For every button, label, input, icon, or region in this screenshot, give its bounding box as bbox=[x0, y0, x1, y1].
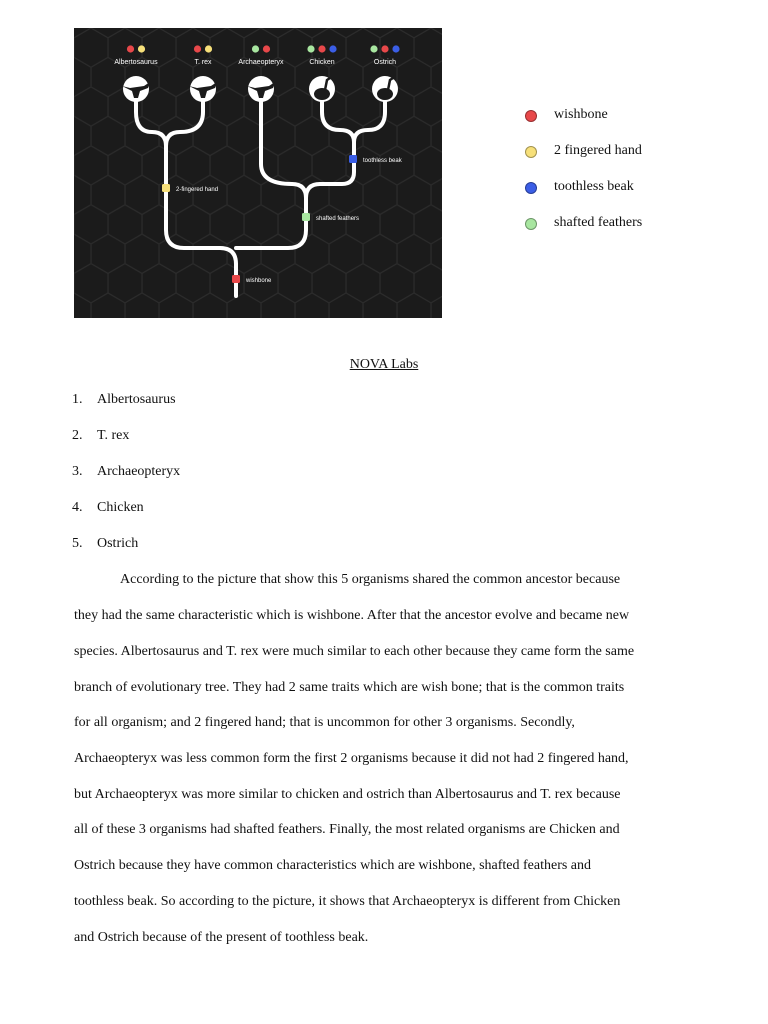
legend-dot-icon bbox=[525, 146, 537, 158]
branch-label: 2-fingered hand bbox=[176, 187, 219, 193]
organism-label: Albertosaurus bbox=[114, 59, 158, 66]
trait-dot bbox=[138, 45, 145, 52]
list-text: T. rex bbox=[97, 428, 130, 443]
trait-dot bbox=[318, 45, 325, 52]
paragraph-line: all of these 3 organisms had shafted feathers. Finally, the most related organisms are Chicken and bbox=[74, 822, 620, 837]
legend-dot-icon bbox=[525, 218, 537, 230]
list-number: 3. bbox=[72, 464, 83, 479]
list-number: 1. bbox=[72, 392, 83, 407]
trait-dot bbox=[194, 45, 201, 52]
paragraph-line: According to the picture that show this 5 organisms shared the common ancestor because bbox=[120, 572, 621, 587]
legend-label: wishbone bbox=[554, 107, 608, 122]
legend-dot-icon bbox=[525, 182, 537, 194]
paragraph-line: species. Albertosaurus and T. rex were much similar to each other because they came form the same bbox=[74, 644, 635, 659]
organism-label: T. rex bbox=[194, 59, 212, 66]
trait-dot bbox=[329, 45, 336, 52]
trait-dot bbox=[381, 45, 388, 52]
branch-marker bbox=[232, 275, 240, 283]
trait-dot bbox=[392, 45, 399, 52]
list-text: Archaeopteryx bbox=[97, 464, 181, 479]
paragraph-line: for all organism; and 2 fingered hand; that is uncommon for other 3 organisms. Secondly, bbox=[74, 715, 575, 730]
list-number: 5. bbox=[72, 536, 83, 551]
trait-dot bbox=[263, 45, 270, 52]
trait-dot bbox=[307, 45, 314, 52]
organism-label: Chicken bbox=[309, 59, 335, 66]
paragraph-line: and Ostrich because of the present of toothless beak. bbox=[74, 930, 369, 945]
list-text: Albertosaurus bbox=[97, 392, 176, 407]
trait-dot bbox=[252, 45, 259, 52]
page-title: NOVA Labs bbox=[349, 357, 419, 372]
organism-label: Archaeopteryx bbox=[238, 59, 284, 66]
branch-marker bbox=[162, 184, 170, 192]
branch-marker bbox=[349, 155, 357, 163]
list-number: 2. bbox=[72, 428, 83, 443]
legend-label: toothless beak bbox=[554, 179, 634, 194]
paragraph-line: they had the same characteristic which is wishbone. After that the ancestor evolve and became new bbox=[74, 608, 630, 623]
paragraph-line: Ostrich because they have common characteristics which are wishbone, shafted feathers and bbox=[74, 858, 592, 873]
paragraph-line: toothless beak. So according to the picture, it shows that Archaeopteryx is different from Chicken bbox=[74, 894, 621, 909]
list-text: Ostrich bbox=[97, 536, 139, 551]
hex-pattern bbox=[74, 28, 442, 318]
cladogram-svg bbox=[74, 28, 442, 318]
trait-dot bbox=[127, 45, 134, 52]
legend-label: 2 fingered hand bbox=[554, 143, 642, 158]
branch-label: toothless beak bbox=[363, 158, 402, 164]
trait-dot bbox=[205, 45, 212, 52]
branch-label: shafted feathers bbox=[316, 216, 360, 222]
organism-label: Ostrich bbox=[373, 59, 397, 66]
legend-label: shafted feathers bbox=[554, 215, 643, 230]
list-number: 4. bbox=[72, 500, 83, 515]
trait-dot bbox=[370, 45, 377, 52]
paragraph-line: but Archaeopteryx was more similar to chicken and ostrich than Albertosaurus and T. rex because bbox=[74, 787, 621, 802]
organism-silhouette-icon bbox=[309, 76, 335, 102]
paragraph-line: branch of evolutionary tree. They had 2 same traits which are wish bone; that is the common traits bbox=[74, 680, 625, 695]
legend-dot-icon bbox=[525, 110, 537, 122]
branch-marker bbox=[302, 213, 310, 221]
list-text: Chicken bbox=[97, 500, 144, 515]
branch-label: wishbone bbox=[246, 278, 272, 284]
organism-silhouette-icon bbox=[372, 76, 398, 102]
paragraph-line: Archaeopteryx was less common form the first 2 organisms because it did not had 2 fingered hand, bbox=[74, 751, 629, 766]
cladogram-figure bbox=[74, 28, 442, 318]
